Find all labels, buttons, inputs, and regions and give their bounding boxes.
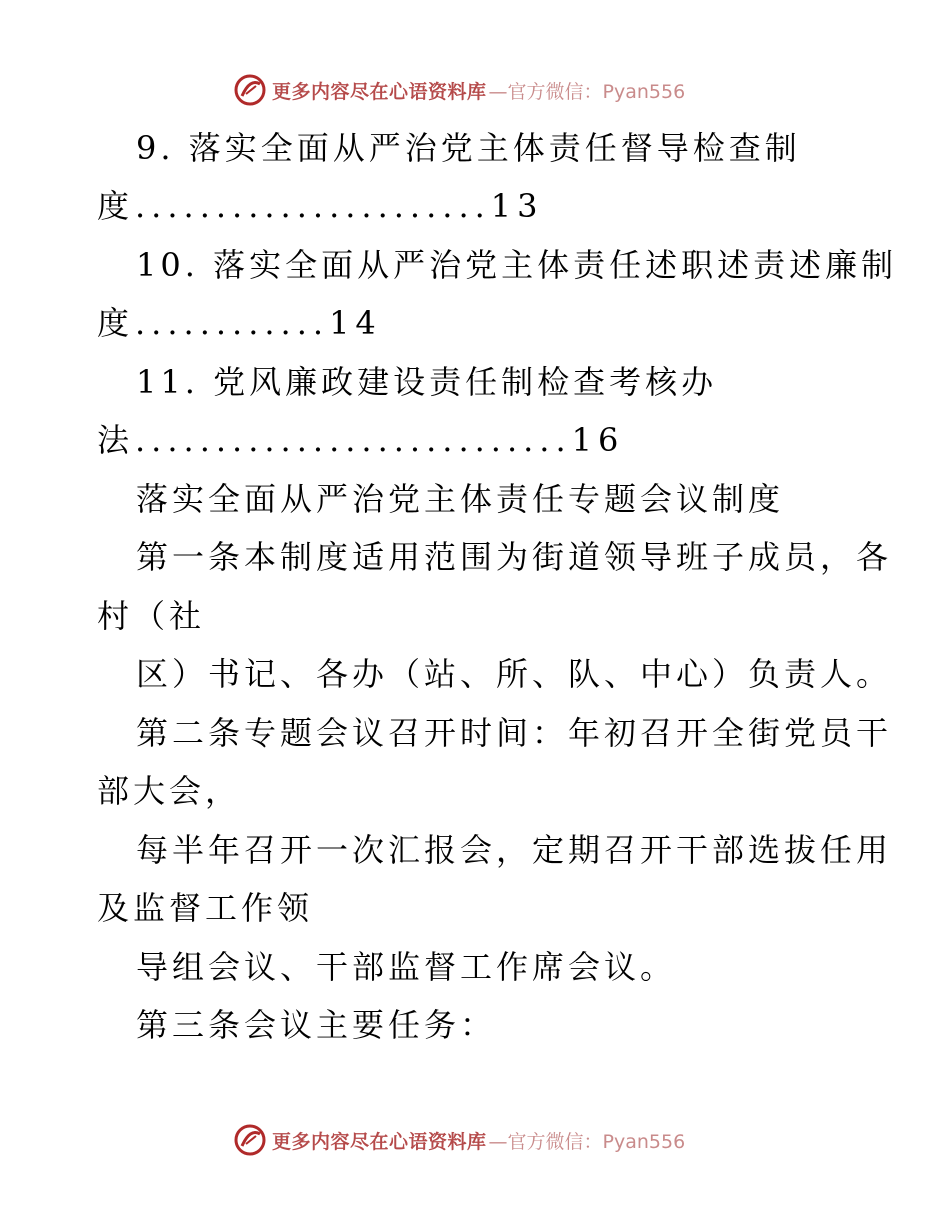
watermark-contact: —官方微信：Pyan556	[488, 80, 686, 103]
article-3-line-1: 第三条会议主要任务：	[136, 1006, 497, 1044]
article-1-line-1: 第一条本制度适用范围为街道领导班子成员，各	[136, 538, 893, 576]
article-1-line-2: 村（社	[97, 597, 206, 635]
header-watermark	[232, 70, 685, 110]
toc-item-11-page: 法...........................16	[97, 421, 625, 459]
logo-icon	[232, 72, 268, 108]
toc-item-9-page: 度......................13	[97, 187, 544, 225]
article-2-line-1: 第二条专题会议召开时间：年初召开全街党员干	[136, 714, 893, 752]
article-2-line-3: 每半年召开一次汇报会，定期召开干部选拔任用	[136, 831, 893, 869]
toc-item-10: 10. 落实全面从严治党主体责任述职述责述廉制	[136, 246, 898, 284]
footer-watermark	[232, 1120, 685, 1160]
article-2-line-5: 导组会议、干部监督工作席会议。	[136, 948, 677, 986]
logo-icon	[232, 1122, 268, 1158]
toc-item-10-page: 度............14	[97, 304, 382, 342]
toc-item-9: 9. 落实全面从严治党主体责任督导检查制	[136, 129, 801, 167]
watermark-contact: —官方微信：Pyan556	[488, 1130, 686, 1153]
article-2-line-4: 及监督工作领	[97, 889, 314, 927]
watermark-text: 更多内容尽在心语资料库	[272, 80, 487, 103]
toc-item-11: 11. 党风廉政建设责任制检查考核办	[136, 363, 718, 401]
section-title: 落实全面从严治党主体责任专题会议制度	[136, 480, 785, 518]
article-1-line-3: 区）书记、各办（站、所、队、中心）负责人。	[136, 655, 893, 693]
article-2-line-2: 部大会，	[97, 772, 242, 810]
watermark-text: 更多内容尽在心语资料库	[272, 1130, 487, 1153]
